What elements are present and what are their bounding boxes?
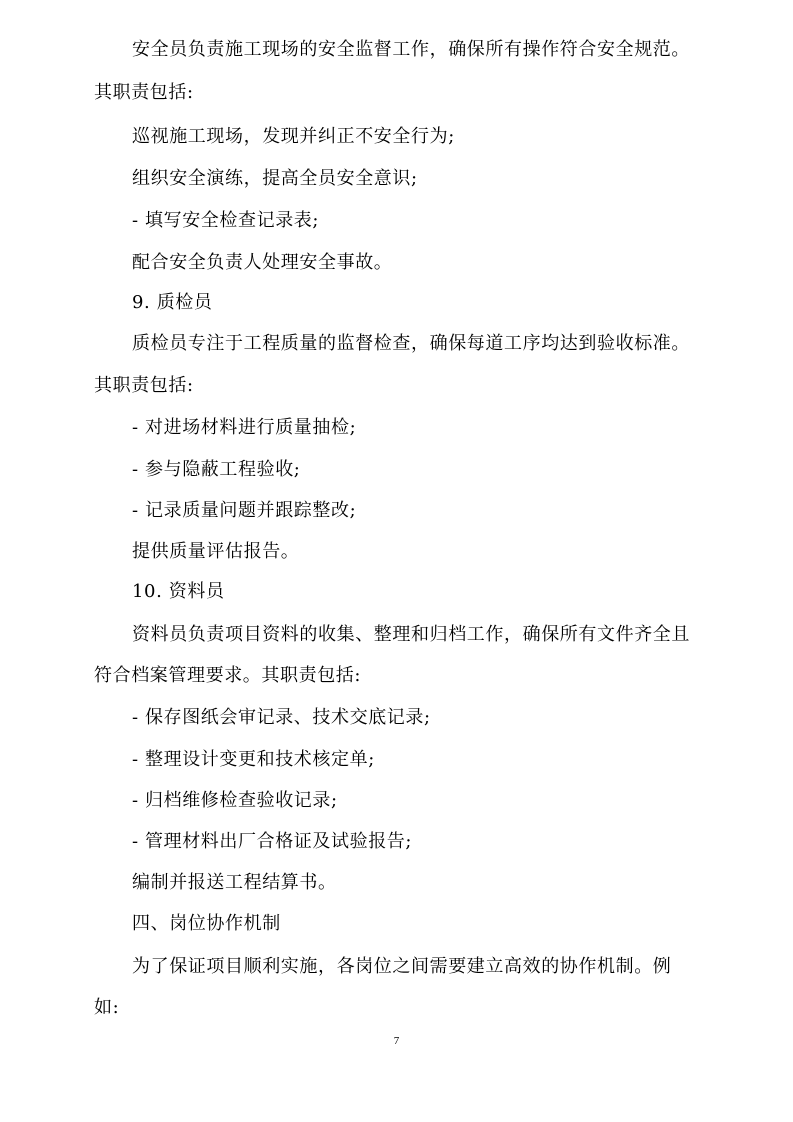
list-item: - 归档维修检查验收记录; bbox=[132, 790, 338, 811]
list-item: 配合安全负责人处理安全事故。 bbox=[132, 252, 393, 273]
paragraph-safety-officer-intro: 安全员负责施工现场的安全监督工作，确保所有操作符合安全规范。 bbox=[132, 39, 690, 60]
paragraph-safety-duties-label: 其职责包括: bbox=[94, 82, 194, 103]
paragraph-document-clerk-continued: 符合档案管理要求。其职责包括: bbox=[94, 665, 362, 686]
paragraph-quality-inspector-intro: 质检员专注于工程质量的监督检查，确保每道工序均达到验收标准。 bbox=[132, 333, 690, 354]
list-item: 编制并报送工程结算书。 bbox=[132, 872, 337, 893]
list-item: - 保存图纸会审记录、技术交底记录; bbox=[132, 707, 431, 728]
section-heading-collaboration: 四、岗位协作机制 bbox=[132, 913, 281, 934]
paragraph-document-clerk-intro: 资料员负责项目资料的收集、整理和归档工作，确保所有文件齐全且 bbox=[132, 624, 690, 645]
list-item: 组织安全演练，提高全员安全意识; bbox=[132, 168, 418, 189]
list-item: 提供质量评估报告。 bbox=[132, 541, 300, 562]
list-item: - 填写安全检查记录表; bbox=[132, 210, 320, 231]
list-item: - 对进场材料进行质量抽检; bbox=[132, 417, 357, 438]
list-item: - 管理材料出厂合格证及试验报告; bbox=[132, 831, 413, 852]
list-item: - 参与隐蔽工程验收; bbox=[132, 459, 301, 480]
paragraph-quality-duties-label: 其职责包括: bbox=[94, 375, 194, 396]
list-item: - 记录质量问题并跟踪整改; bbox=[132, 500, 357, 521]
list-item: 巡视施工现场，发现并纠正不安全行为; bbox=[132, 126, 455, 147]
section-heading-document-clerk: 10. 资料员 bbox=[132, 581, 225, 602]
section-heading-quality-inspector: 9. 质检员 bbox=[132, 292, 213, 313]
paragraph-collaboration-continued: 如: bbox=[94, 997, 120, 1018]
paragraph-collaboration-intro: 为了保证项目顺利实施，各岗位之间需要建立高效的协作机制。例 bbox=[132, 956, 672, 977]
page-number: 7 bbox=[393, 1035, 400, 1047]
list-item: - 整理设计变更和技术核定单; bbox=[132, 749, 375, 770]
